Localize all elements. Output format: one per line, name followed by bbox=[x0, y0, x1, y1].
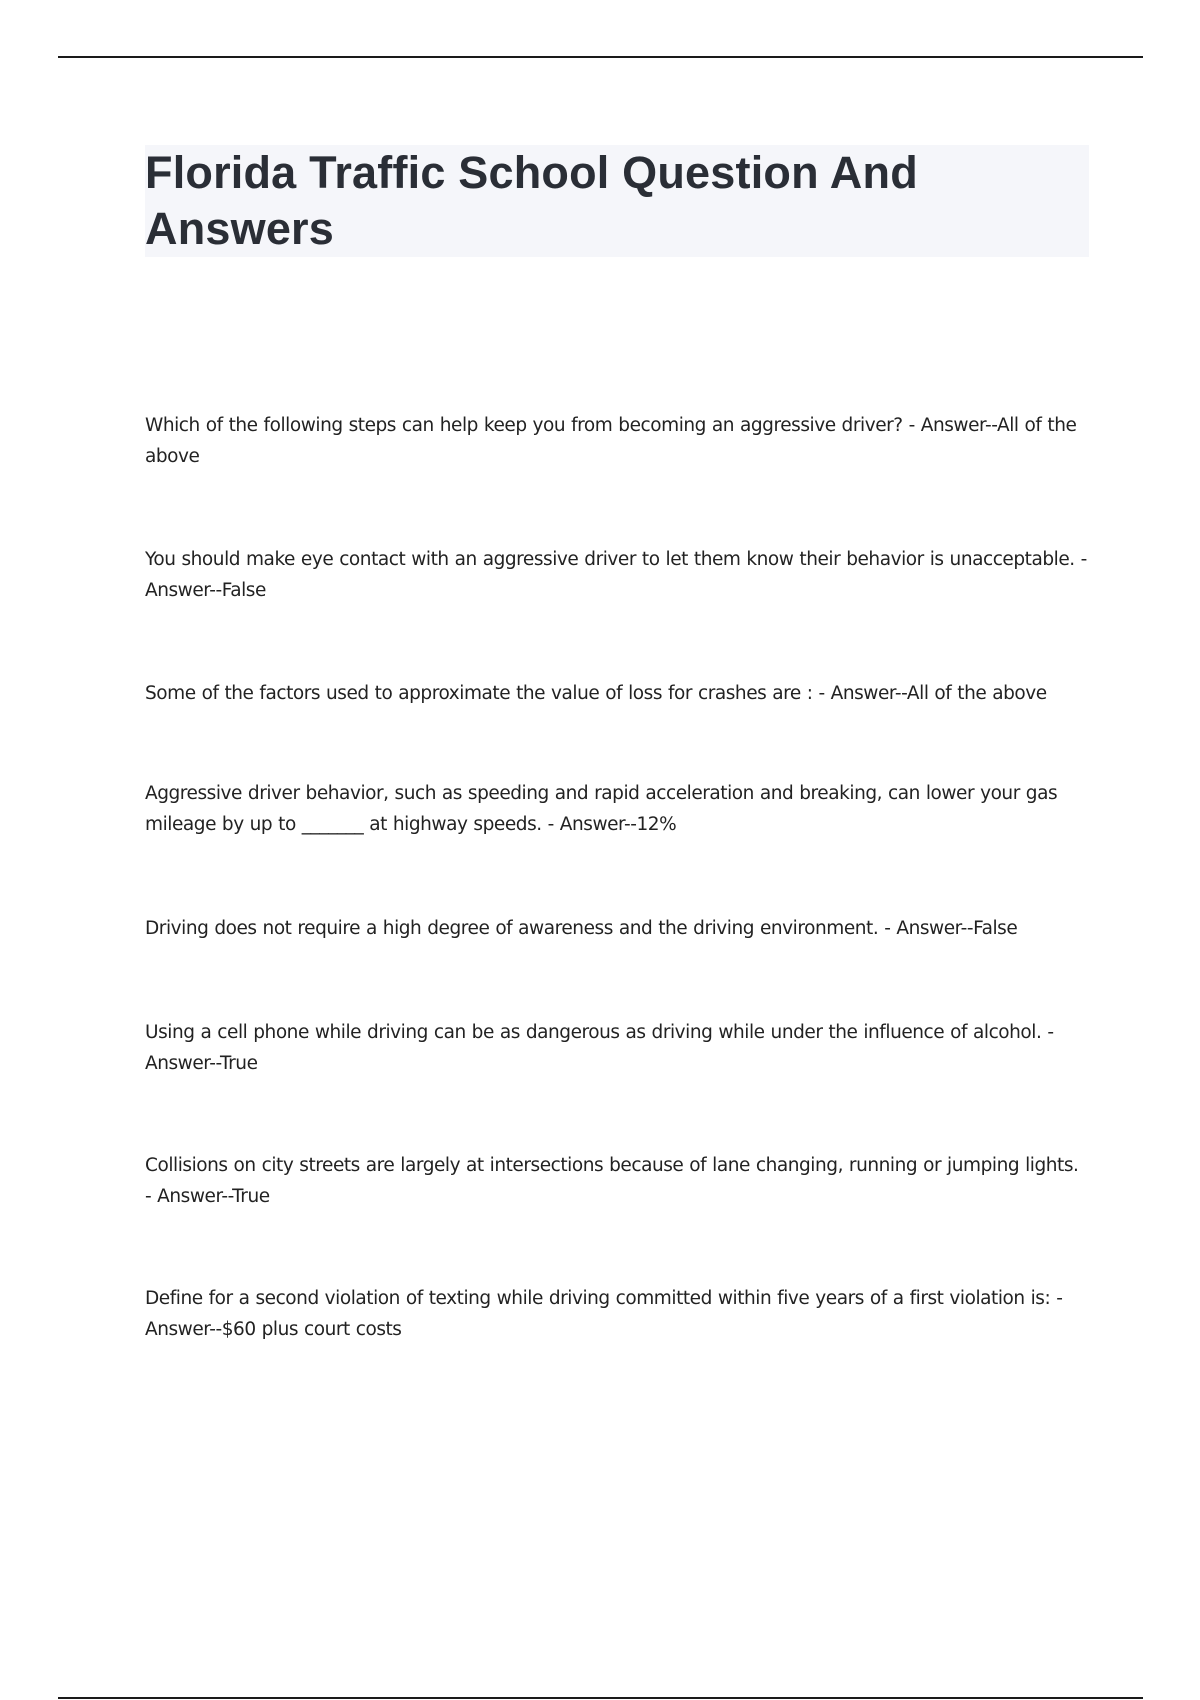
qa-item: Driving does not require a high degree of awareness and the driving environment. - Answer--False bbox=[145, 918, 1018, 939]
bottom-divider bbox=[58, 1697, 1143, 1699]
qa-item: You should make eye contact with an aggressive driver to let them know their behavior is unacceptable. - Answer--False bbox=[145, 549, 1087, 601]
qa-item: Some of the factors used to approximate the value of loss for crashes are : - Answer--All of the above bbox=[145, 683, 1047, 704]
qa-item: Which of the following steps can help keep you from becoming an aggressive driver? - Answer--All of the above bbox=[145, 415, 1077, 467]
qa-item: Using a cell phone while driving can be as dangerous as driving while under the influence of alcohol. - Answer--True bbox=[145, 1022, 1054, 1074]
qa-item: Define for a second violation of texting while driving committed within five years of a first violation is: - Answer--$60 plus court costs bbox=[145, 1288, 1063, 1340]
title-block bbox=[145, 145, 1089, 257]
qa-item: Aggressive driver behavior, such as speeding and rapid acceleration and breaking, can lower your gas mileage by up to _______ at highway speeds. - Answer--12% bbox=[145, 783, 1058, 835]
qa-item: Collisions on city streets are largely at intersections because of lane changing, running or jumping lights. - Answer--True bbox=[145, 1155, 1079, 1207]
document-title: Florida Traffic School Question And Answers bbox=[145, 147, 918, 254]
top-divider bbox=[58, 56, 1143, 58]
